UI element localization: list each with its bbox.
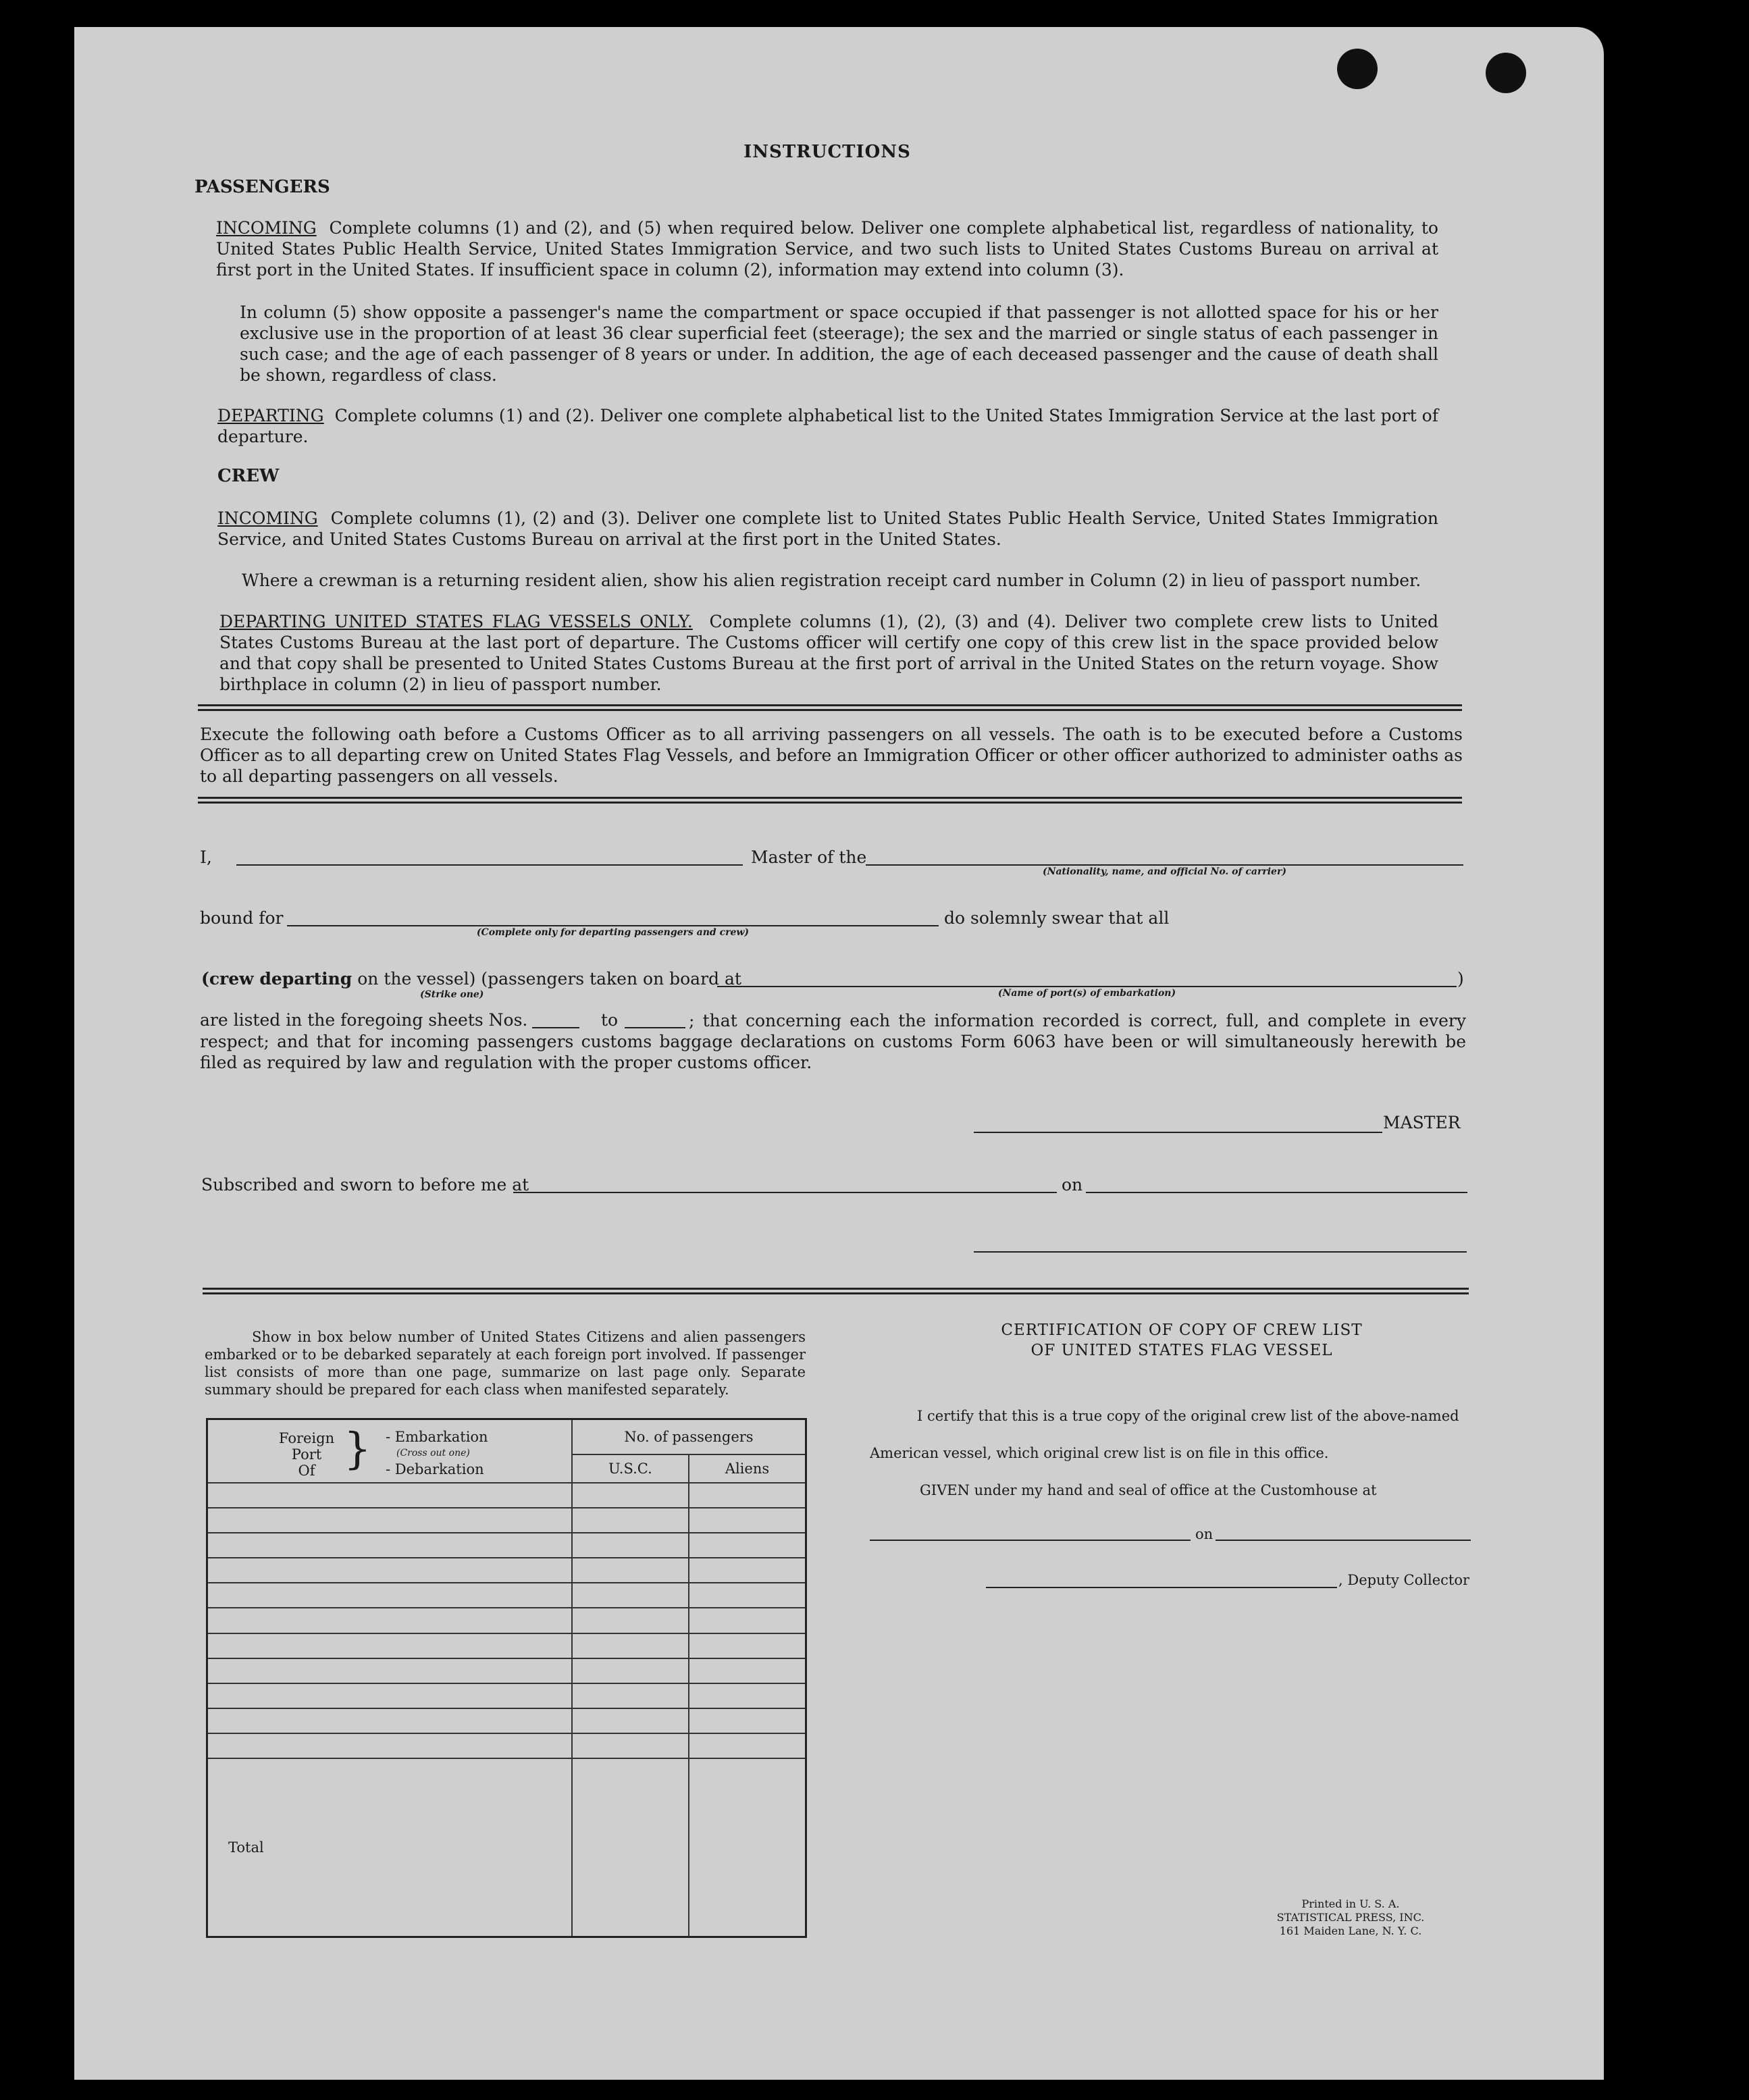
crew-incoming-label: INCOMING bbox=[217, 508, 318, 528]
section-divider bbox=[198, 797, 1462, 804]
printer-imprint bbox=[1249, 1897, 1452, 1938]
printer-line-3: 161 Maiden Lane, N. Y. C. bbox=[1279, 1924, 1422, 1937]
aliens-header: Aliens bbox=[689, 1454, 806, 1483]
table-row[interactable] bbox=[207, 1708, 806, 1733]
master-name-field[interactable] bbox=[236, 864, 743, 866]
port-note: (Name of port(s) of embarkation) bbox=[997, 988, 1176, 999]
crew-departing-bold: (crew departing bbox=[201, 969, 353, 989]
certify-text: I certify that this is a true copy of the original crew list of the above-named bbox=[917, 1408, 1459, 1424]
officer-signature-field[interactable] bbox=[974, 1251, 1467, 1253]
passengers-incoming-text: Complete columns (1) and (2), and (5) when required below. Deliver one complete alphabetical list, regardless of nationality, to United States Public Health Service, United States Immigration Service, and two such lists to United States Customs Bureau on arrival at first port in the United States. If insufficient space in column (2), information may extend into column (3). bbox=[216, 218, 1438, 280]
sworn-date-field[interactable] bbox=[1086, 1192, 1467, 1193]
master-label: MASTER bbox=[1383, 1113, 1461, 1132]
col-of: Of bbox=[298, 1463, 315, 1479]
table-row[interactable] bbox=[207, 1608, 806, 1633]
customhouse-field[interactable] bbox=[870, 1540, 1191, 1541]
passengers-taken-label: (passengers taken on board at bbox=[481, 969, 741, 989]
american-text: American vessel, which original crew list is on file in this office. bbox=[870, 1445, 1329, 1461]
cert-title-2: OF UNITED STATES FLAG VESSEL bbox=[1030, 1342, 1333, 1359]
table-row[interactable] bbox=[207, 1658, 806, 1683]
bound-for-label: bound for bbox=[200, 908, 284, 928]
cert-title-1: CERTIFICATION OF COPY OF CREW LIST bbox=[1001, 1321, 1363, 1339]
total-row[interactable] bbox=[207, 1758, 806, 1937]
passengers-heading: PASSENGERS bbox=[194, 177, 330, 197]
table-row[interactable] bbox=[207, 1733, 806, 1758]
strike-one-note: (Strike one) bbox=[420, 989, 484, 1000]
instructions-title: INSTRUCTIONS bbox=[743, 142, 911, 162]
table-row[interactable] bbox=[207, 1508, 806, 1533]
summary-instructions: Show in box below number of United States Citizens and alien passengers embarked or to be debarked separately at each foreign port involved. If passenger list consists of more than one page, summarize on last page only. Separate summary should be prepared for each class when manifested separately. bbox=[205, 1329, 806, 1398]
table-row[interactable] bbox=[207, 1633, 806, 1658]
given-text: GIVEN under my hand and seal of office at the Customhouse at bbox=[920, 1482, 1377, 1498]
crew-incoming-text: Complete columns (1), (2) and (3). Deliver one complete list to United States Public Health Service, United States Immigration Service, and United States Customs Bureau on arrival at the first port in the United States. bbox=[217, 508, 1438, 549]
master-signature-field[interactable] bbox=[974, 1132, 1382, 1133]
table-row[interactable] bbox=[207, 1483, 806, 1508]
deputy-signature-field[interactable] bbox=[986, 1587, 1337, 1588]
oath-i-label: I, bbox=[200, 847, 212, 867]
sworn-on-label: on bbox=[1062, 1175, 1083, 1195]
printer-line-2: STATISTICAL PRESS, INC. bbox=[1276, 1911, 1425, 1924]
deputy-label: , Deputy Collector bbox=[1338, 1572, 1470, 1588]
bound-note: (Complete only for departing passengers and crew) bbox=[476, 927, 750, 938]
passengers-incoming bbox=[216, 217, 1438, 280]
listed-b: ; that concerning each the information recorded is correct, full, and complete in every respect; and that for incoming passengers customs baggage declarations on customs Form 6063 have been or will simultaneously herewith be filed as required by law and regulation with the proper customs officer. bbox=[200, 1011, 1466, 1072]
carrier-field[interactable] bbox=[866, 864, 1463, 866]
crew-departing bbox=[219, 611, 1438, 695]
crew-departing-text: Complete columns (1), (2), (3) and (4). Deliver two complete crew lists to United States Customs Bureau at the last port of departure. The Customs officer will certify one copy of this crew list in the space provided below and that copy shall be presented to United States Customs Bureau at the first port of arrival in the United States on the return voyage. Show birthplace in column (2) in lieu of passport number. bbox=[219, 612, 1438, 694]
foreign-port-header bbox=[207, 1419, 572, 1484]
certification-title bbox=[945, 1320, 1418, 1361]
foreign-port-labels bbox=[269, 1430, 344, 1479]
passengers-departing-text: Complete columns (1) and (2). Deliver one complete alphabetical list to the United States Immigration Service at the last port of departure. bbox=[217, 406, 1438, 446]
sworn-place-field[interactable] bbox=[513, 1192, 1057, 1193]
embarkation-label: - Embarkation bbox=[386, 1429, 488, 1445]
master-of-label: Master of the bbox=[751, 847, 867, 867]
crew-departing-label: DEPARTING UNITED STATES FLAG VESSELS ONLY. bbox=[219, 612, 693, 631]
no-passengers-header: No. of passengers bbox=[572, 1419, 806, 1455]
col-port: Port bbox=[291, 1446, 322, 1463]
punch-hole bbox=[1486, 53, 1526, 93]
subscribed-label: Subscribed and sworn to before me at bbox=[201, 1175, 529, 1195]
debarkation-label: - Debarkation bbox=[386, 1461, 484, 1477]
listed-to-label: to bbox=[601, 1010, 619, 1030]
col-foreign: Foreign bbox=[278, 1430, 335, 1446]
table-row[interactable] bbox=[207, 1683, 806, 1708]
crew-incoming bbox=[217, 508, 1438, 550]
cert-date-field[interactable] bbox=[1216, 1540, 1471, 1541]
crew-heading: CREW bbox=[217, 466, 280, 486]
brace-icon: } bbox=[344, 1424, 371, 1474]
solemnly-label: do solemnly swear that all bbox=[944, 908, 1170, 928]
section-divider bbox=[203, 1288, 1469, 1294]
cert-on-label: on bbox=[1195, 1526, 1213, 1542]
bound-for-field[interactable] bbox=[287, 925, 939, 926]
oath-intro: Execute the following oath before a Customs Officer as to all arriving passengers on all vessels. The oath is to be executed before a Customs Officer as to all departing crew on United States Flag Vessels, and before an Immigration Officer or other officer authorized to administer oaths as to all departing passengers on all vessels. bbox=[200, 725, 1463, 786]
section-divider bbox=[198, 704, 1462, 711]
passengers-incoming-label: INCOMING bbox=[216, 218, 317, 238]
embark-labels bbox=[386, 1429, 488, 1477]
port-embarkation-field[interactable] bbox=[717, 986, 1457, 987]
passengers-departing bbox=[217, 405, 1438, 447]
table-row[interactable] bbox=[207, 1583, 806, 1608]
passengers-column5: In column (5) show opposite a passenger's name the compartment or space occupied if that passenger is not allotted space for his or her exclusive use in the proportion of at least 36 clear superficial feet (steerage); the sex and the married or single status of each passenger in such case; and the age of each passenger of 8 years or under. In addition, the age of each deceased passenger and the cause of death shall be shown, regardless of class. bbox=[240, 303, 1438, 385]
printer-line-1: Printed in U. S. A. bbox=[1301, 1897, 1400, 1910]
total-label: Total bbox=[207, 1758, 572, 1937]
usc-header: U.S.C. bbox=[572, 1454, 689, 1483]
table-row[interactable] bbox=[207, 1558, 806, 1583]
on-vessel-label: on the vessel) bbox=[357, 969, 476, 989]
nationality-note: (Nationality, name, and official No. of carrier) bbox=[1043, 866, 1286, 877]
passengers-departing-label: DEPARTING bbox=[217, 406, 324, 425]
close-paren: ) bbox=[1457, 969, 1464, 989]
table-row[interactable] bbox=[207, 1533, 806, 1558]
crew-passenger-choice bbox=[201, 969, 741, 989]
punch-hole bbox=[1337, 49, 1378, 89]
cross-out-note: (Cross out one) bbox=[396, 1448, 470, 1459]
passenger-summary-table bbox=[206, 1418, 807, 1938]
listed-a: are listed in the foregoing sheets Nos. bbox=[200, 1010, 528, 1030]
crew-resident: Where a crewman is a returning resident alien, show his alien registration receipt card number in Column (2) in lieu of passport number. bbox=[242, 571, 1421, 590]
